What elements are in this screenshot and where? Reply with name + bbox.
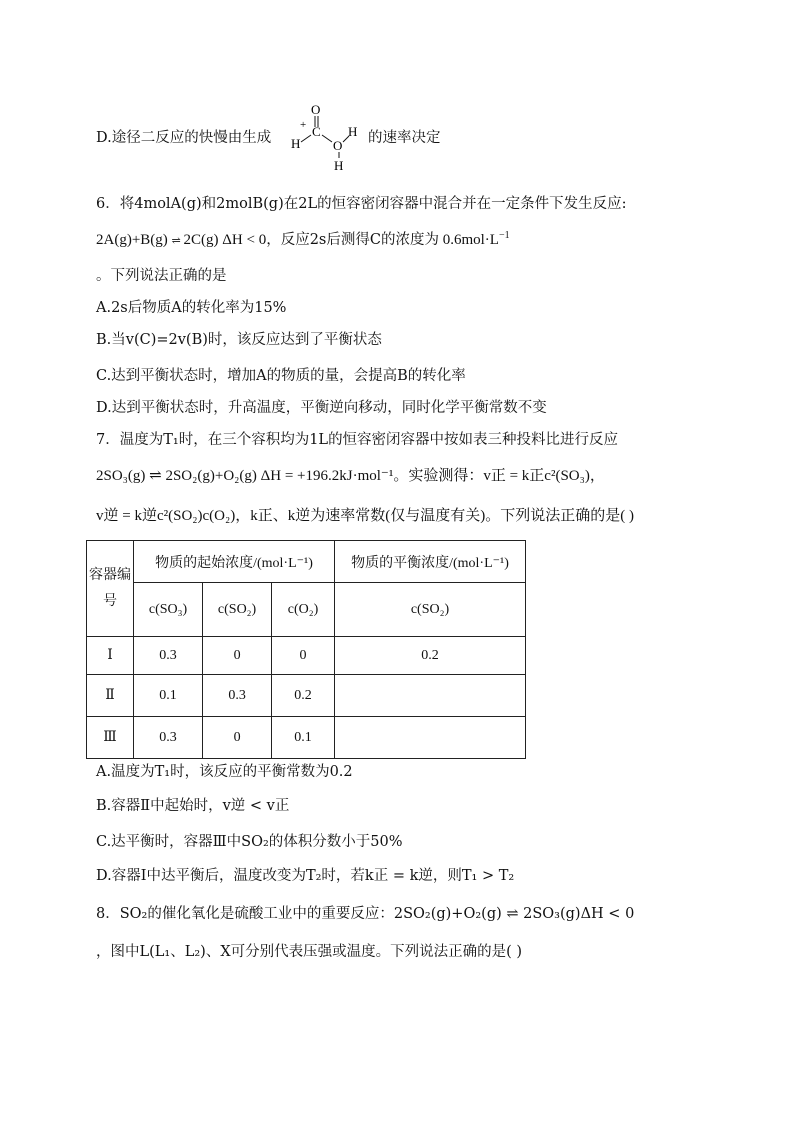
q7-equation: 2SO₃(g) ⇌ 2SO₂(g)+O₂(g) ΔH = +196.2kJ·mol⁻¹。实验测得：v正 = k正c²(SO₃)，: [96, 468, 605, 484]
row-id: Ⅱ: [87, 675, 134, 717]
table-cell: 0.1: [272, 717, 335, 759]
table-cell: 0.3: [203, 675, 272, 717]
table-header-equilibrium: 物质的平衡浓度/(mol·L⁻¹): [335, 541, 526, 583]
q5-option-d-prefix: D.途径二反应的快慢由生成: [96, 130, 272, 146]
concentration-table: [86, 540, 526, 759]
table-cell: [335, 675, 526, 717]
q8-stem-2: ，图中L(L₁、L₂)、X可分别代表压强或温度。下列说法正确的是( ): [96, 944, 523, 960]
mol-c: C: [312, 124, 321, 139]
q7-option-b: B.容器Ⅱ中起始时，v逆 < v正: [96, 798, 290, 814]
table-cell: 0.3: [134, 717, 203, 759]
table-cell: 0.2: [335, 637, 526, 675]
row-id: Ⅲ: [87, 717, 134, 759]
q8-stem-1: 8．SO₂的催化氧化是硫酸工业中的重要反应：2SO₂(g)+O₂(g) ⇌ 2SO₃(g)ΔH < 0: [96, 906, 635, 922]
mol-h-right: H: [348, 124, 358, 139]
table-header-container: 容器编号: [87, 541, 134, 637]
q6-concentration-exp: −1: [498, 230, 510, 241]
mol-o-right: O: [333, 138, 343, 153]
table-cell: 0.2: [272, 675, 335, 717]
q6-option-c: C.达到平衡状态时，增加A的物质的量，会提高B的转化率: [96, 368, 466, 384]
table-cell: [335, 717, 526, 759]
table-col-so2-eq: c(SO₂): [335, 583, 526, 637]
table-cell: 0.3: [134, 637, 203, 675]
q5-option-d-suffix: 的速率决定: [368, 130, 441, 146]
mol-bond-ch: [301, 135, 311, 142]
q6-option-b: B.当v(C)=2v(B)时，该反应达到了平衡状态: [96, 332, 382, 348]
q7-option-a: A.温度为T₁时，该反应的平衡常数为0.2: [96, 764, 353, 780]
table-col-o2: c(O₂): [272, 583, 335, 637]
q6-eq-right: 2C(g): [183, 232, 219, 248]
row-id: Ⅰ: [87, 637, 134, 675]
table-row: [87, 637, 526, 675]
mol-o-top: O: [311, 102, 321, 117]
q7-option-c: C.达平衡时，容器Ⅲ中SO₂的体积分数小于50%: [96, 834, 403, 850]
q7-stem-1: 7．温度为T₁时，在三个容积均为1L的恒容密闭容器中按如表三种投料比进行反应: [96, 432, 619, 448]
table-cell: 0: [203, 637, 272, 675]
q6-concentration: 0.6mol·L: [442, 232, 499, 248]
q7-stem-2: v逆 = k逆c²(SO₂)c(O₂)，k正、k逆为速率常数(仅与温度有关)。下列说法正确的是( ): [96, 508, 634, 524]
protonated-formic-acid-structure: [285, 100, 370, 175]
q6-equation: [96, 230, 510, 251]
q6-option-a: A.2s后物质A的转化率为15%: [96, 300, 287, 316]
q6-delta-h: ΔH < 0: [222, 232, 267, 248]
mol-h-left: H: [291, 136, 301, 151]
table-header-initial: 物质的起始浓度/(mol·L⁻¹): [134, 541, 335, 583]
q6-option-d: D.达到平衡状态时，升高温度，平衡逆向移动，同时化学平衡常数不变: [96, 400, 547, 416]
q5-option-d: [96, 128, 271, 148]
table-cell: 0: [203, 717, 272, 759]
mol-plus: +: [300, 119, 307, 131]
table-col-so3: c(SO₃): [134, 583, 203, 637]
q6-eq-left: 2A(g)+B(g): [96, 232, 168, 248]
table-cell: 0: [272, 637, 335, 675]
mol-h-bottom: H: [334, 158, 344, 173]
q6-stem-2: ，反应2s后测得C的浓度为: [266, 232, 439, 248]
equilibrium-arrow-icon: ⇌: [171, 234, 180, 247]
mol-bond-co-single: [322, 135, 332, 142]
q6-stem-3: 。下列说法正确的是: [96, 268, 227, 284]
table-row: [87, 717, 526, 759]
table-row: [87, 675, 526, 717]
q7-option-d: D.容器Ⅰ中达平衡后，温度改变为T₂时，若k正 = k逆，则T₁ > T₂: [96, 868, 515, 884]
table-cell: 0.1: [134, 675, 203, 717]
table-col-so2: c(SO₂): [203, 583, 272, 637]
q6-stem-1: 6．将4molA(g)和2molB(g)在2L的恒容密闭容器中混合并在一定条件下发生反应:: [96, 196, 627, 212]
